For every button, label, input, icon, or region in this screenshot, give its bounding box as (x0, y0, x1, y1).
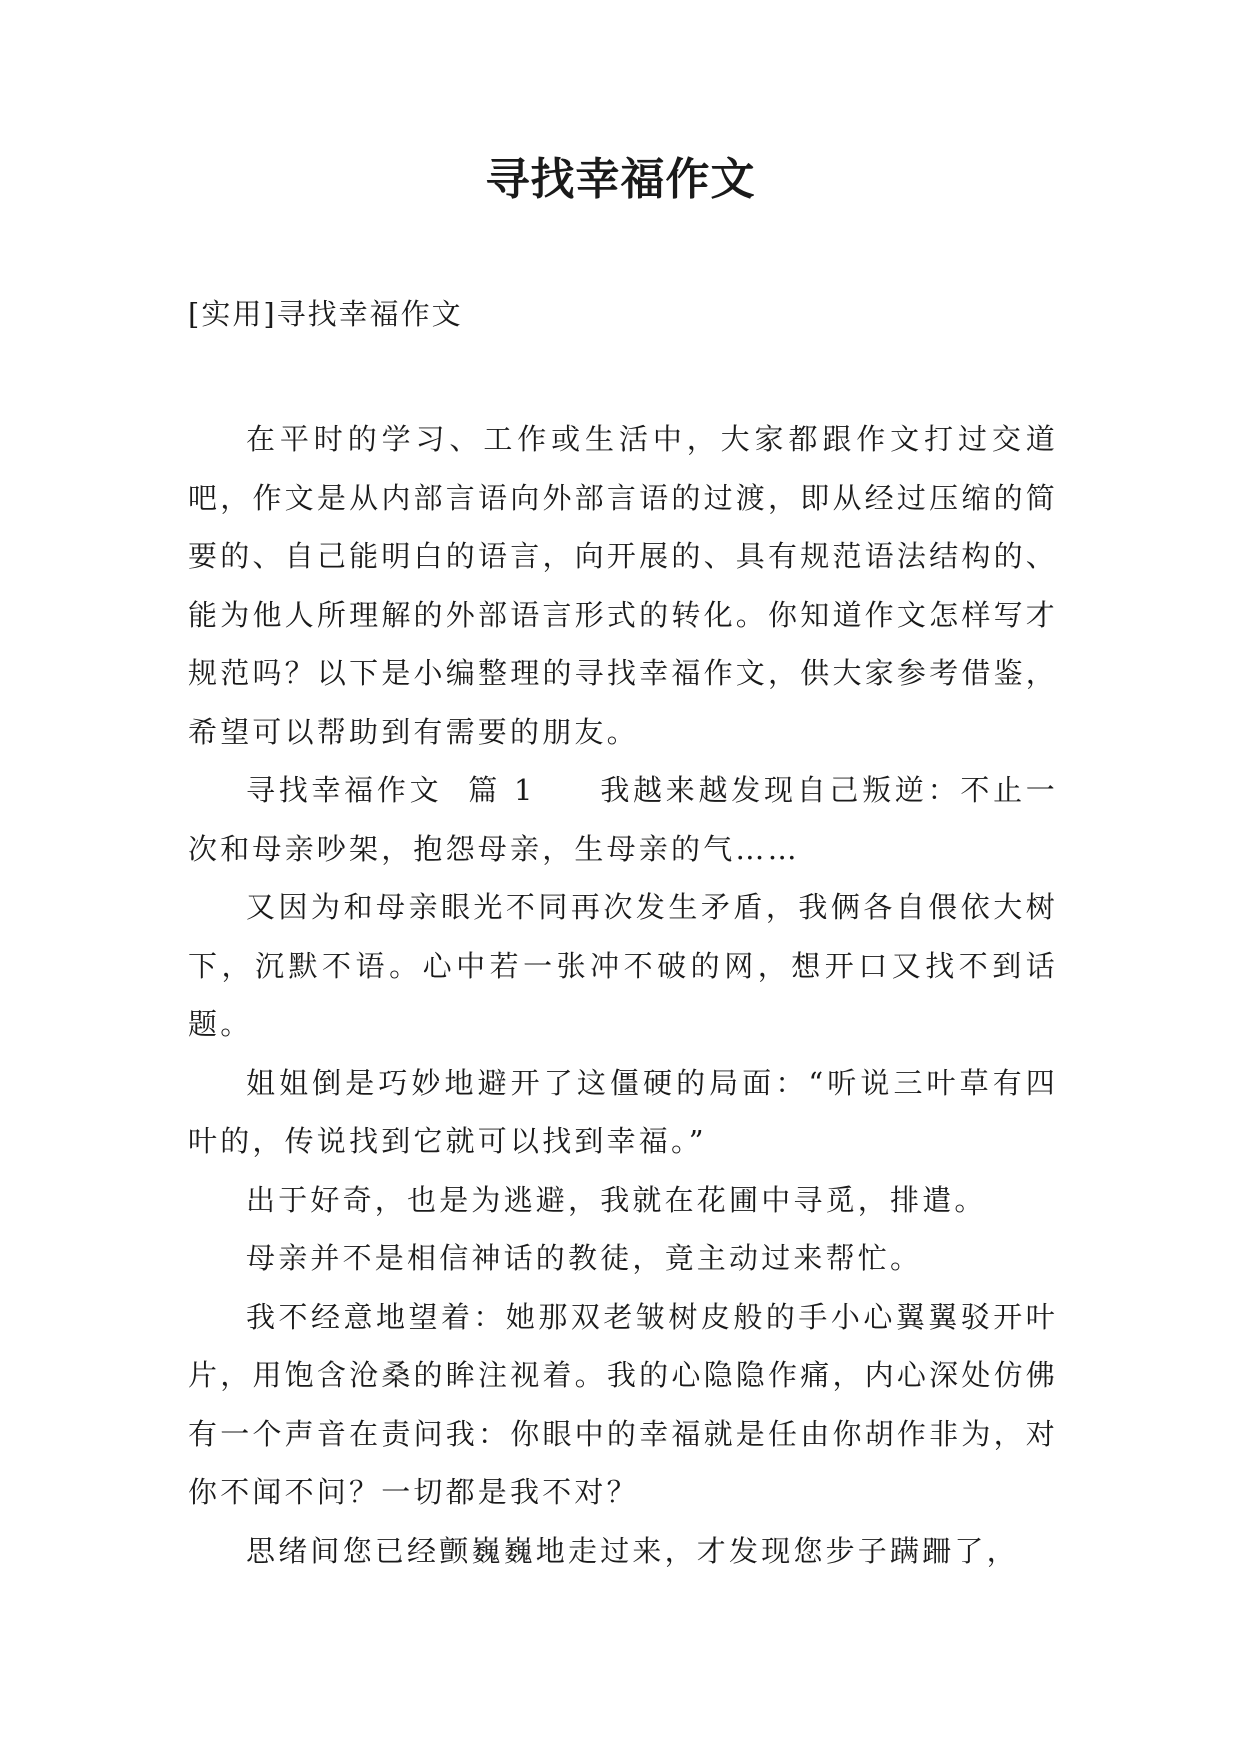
document-subtitle: [实用]寻找幸福作文 (188, 297, 463, 331)
paragraph-essay-heading: 寻找幸福作文 篇 1 我越来越发现自己叛逆：不止一次和母亲吵架，抱怨母亲，生母亲的气…… (188, 773, 1058, 866)
document-body (188, 410, 1058, 1580)
paragraph-body: 出于好奇，也是为逃避，我就在花圃中寻觅，排遣。 (246, 1182, 987, 1217)
paragraph-body: 我不经意地望着：她那双老皱树皮般的手小心翼翼驳开叶片，用饱含沧桑的眸注视着。我的心隐隐作痛，内心深处仿佛有一个声音在责问我：你眼中的幸福就是任由你胡作非为，对你不闻不问？一切都是我不对？ (188, 1299, 1058, 1509)
paragraph-body: 姐姐倒是巧妙地避开了这僵硬的局面：“听说三叶草有四叶的，传说找到它就可以找到幸福。” (188, 1065, 1058, 1158)
paragraph-body: 思绪间您已经颤巍巍地走过来，才发现您步子蹒跚了， (246, 1533, 1019, 1568)
paragraph-body: 母亲并不是相信神话的教徒，竟主动过来帮忙。 (246, 1241, 923, 1275)
document-title: 寻找幸福作文 (485, 154, 756, 205)
paragraph-intro: 在平时的学习、工作或生活中，大家都跟作文打过交道吧，作文是从内部言语向外部言语的过渡，即从经过压缩的简要的、自己能明白的语言，向开展的、具有规范语法结构的、能为他人所理解的外部语言形式的转化。你知道作文怎样写才规范吗？以下是小编整理的寻找幸福作文，供大家参考借鉴，希望可以帮助到有需要的朋友。 (188, 422, 1058, 749)
paragraph-body: 又因为和母亲眼光不同再次发生矛盾，我俩各自偎依大树下，沉默不语。心中若一张冲不破的网，想开口又找不到话题。 (188, 890, 1058, 1041)
